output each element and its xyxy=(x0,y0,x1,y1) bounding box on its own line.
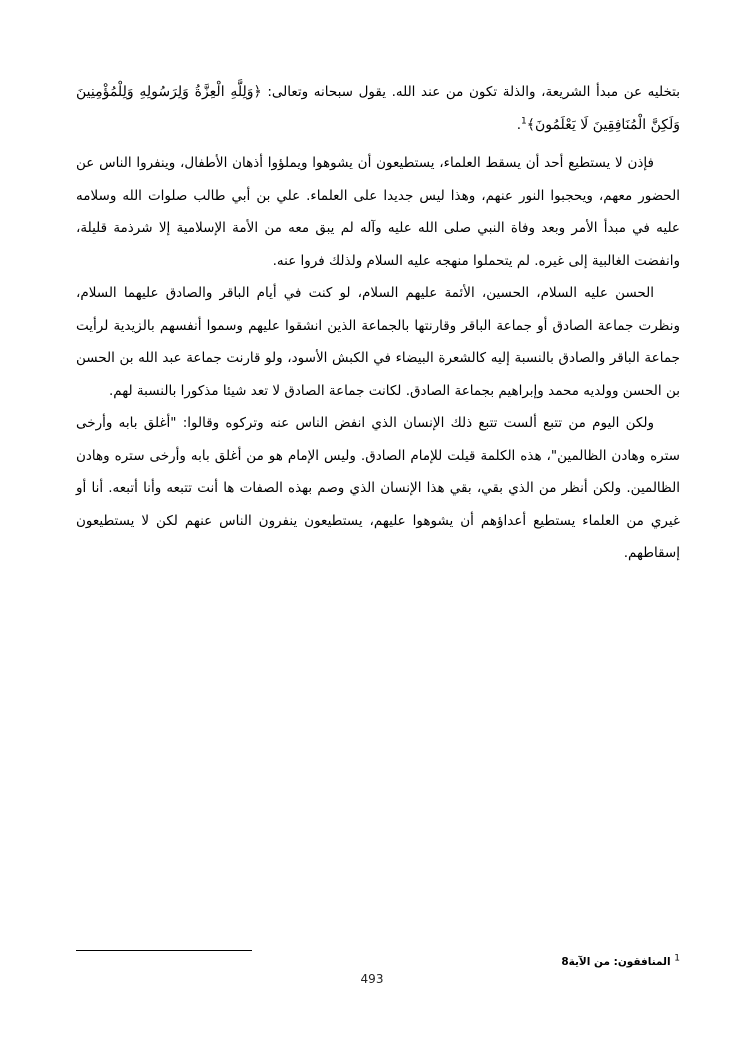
paragraph-1 xyxy=(76,76,680,141)
footnote-text: المنافقون: من الآية8 xyxy=(561,956,671,968)
paragraph-1-text: بتخليه عن مبدأ الشريعة، والذلة تكون من عند الله. يقول سبحانه وتعالى: xyxy=(261,84,680,100)
paragraph-3: الحسن عليه السلام، الحسين، الأئمة عليهم السلام، لو كنت في أيام الباقر والصادق عليهما السلام، ونظرت جماعة الصادق أو جماعة الباقر وقارنتها بالجماعة الذين انشقوا عليهم وسموا أنفسهم بالزيدية لرأيت جماعة الباقر والصادق بالنسبة إليه كالشعرة البيضاء في الكبش الأسود، ولو قارنت جماعة عبد الله بن الحسن بن الحسن وولديه محمد وإبراهيم بجماعة الصادق. لكانت جماعة الصادق لا تعد شيئا مذكورا بالنسبة لهم. xyxy=(76,285,680,399)
paragraph-1-tail: . xyxy=(516,116,522,133)
page-number: 493 xyxy=(360,972,384,986)
footnote-ref[interactable]: 1 xyxy=(521,116,527,126)
quran-verse: ﴿وَلِلَّهِ الْعِزَّةُ وَلِرَسُولِهِ وَلِلْمُؤْمِنِينَ وَلَكِنَّ الْمُنَافِقِينَ لَا يَعْلَمُونَ﴾ xyxy=(76,84,680,133)
paragraph-2: فإذن لا يستطيع أحد أن يسقط العلماء، يستطيعون أن يشوهوا ويملؤوا أذهان الأطفال، وينفروا الناس عن الحضور معهم، ويحجبوا النور عنهم، وهذا ليس جديدا على العلماء. علي بن أبي طالب صلوات الله وسلامه عليه في مبدأ الأمر وبعد وفاة النبي صلى الله عليه وآله لم يبق معه من الأمة الإسلامية إلا شرذمة قليلة، وانفضت الغالبية إلى غيره. لم يتحملوا منهجه عليه السلام ولذلك فروا عنه. xyxy=(76,155,680,269)
footnote-separator xyxy=(76,950,252,951)
footnote-number: 1 xyxy=(674,953,680,964)
body-text xyxy=(76,76,680,570)
paragraph-4: ولكن اليوم من تتبع ألست تتبع ذلك الإنسان الذي انفض الناس عنه وتركوه وقالوا: "أغلق بابه وأرخى ستره وهادن الظالمين"، هذه الكلمة قيلت للإمام الصادق. وليس الإمام هو من أغلق بابه وأرخى ستره وهادن الظالمين. ولكن أنظر من الذي بقي، بقي هذا الإنسان الذي وصم بهذه الصفات ها أنت تتبعه وأنا أتبعه. أنا أو غيري من العلماء يستطيع أعداؤهم أن يشوهوا عليهم، يستطيعون ينفرون الناس عنهم لكن لا يستطيعون إسقاطهم. xyxy=(76,415,680,561)
footnote xyxy=(561,953,680,968)
